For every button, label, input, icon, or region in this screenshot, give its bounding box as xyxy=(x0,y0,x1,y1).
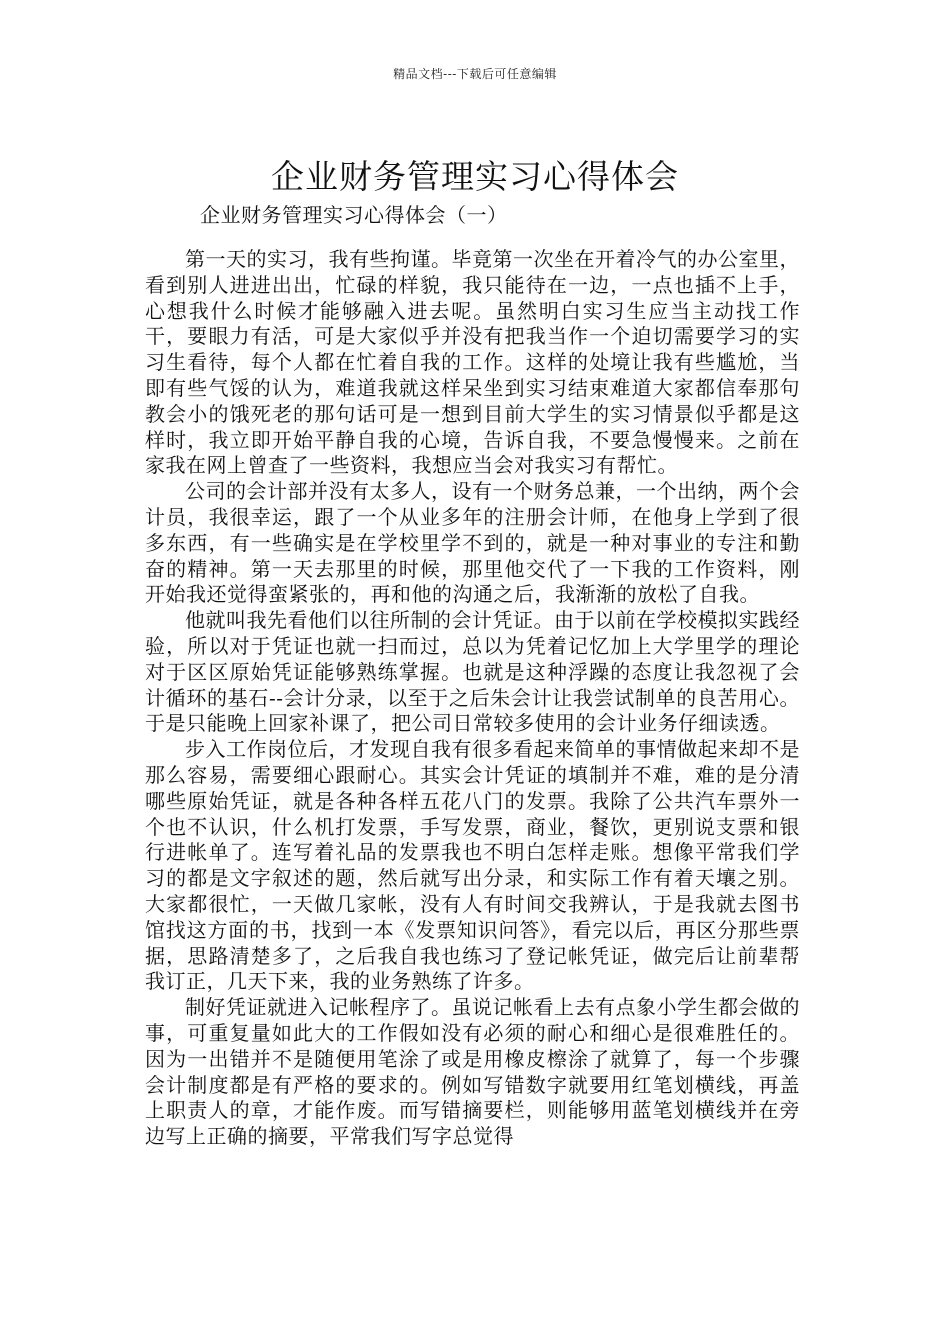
page-header: 精品文档---下载后可任意编辑 xyxy=(393,67,557,81)
paragraph: 制好凭证就进入记帐程序了。虽说记帐看上去有点象小学生都会做的事，可重复量如此大的工作假如没有必须的耐心和细心是很难胜任的。因为一出错并不是随便用笔涂了或是用橡皮檫涂了就算了，每一个步骤会计制度都是有严格的要求的。例如写错数字就要用红笔划横线，再盖上职责人的章，才能作废。而写错摘要栏，则能够用蓝笔划横线并在旁边写上正确的摘要，平常我们写字总觉得 xyxy=(145,995,800,1149)
document-body xyxy=(145,247,800,1150)
document-title: 企业财务管理实习心得体会 xyxy=(271,157,679,197)
paragraph: 他就叫我先看他们以往所制的会计凭证。由于以前在学校模拟实践经验，所以对于凭证也就一扫而过，总以为凭着记忆加上大学里学的理论对于区区原始凭证能够熟练掌握。也就是这种浮躁的态度让我忽视了会计循环的基石--会计分录，以至于之后朱会计让我尝试制单的良苦用心。于是只能晚上回家补课了，把公司日常较多使用的会计业务仔细读透。 xyxy=(145,608,800,736)
document-subtitle: 企业财务管理实习心得体会（一） xyxy=(200,203,508,227)
paragraph: 公司的会计部并没有太多人，设有一个财务总兼，一个出纳，两个会计员，我很幸运，跟了一个从业多年的注册会计师，在他身上学到了很多东西，有一些确实是在学校里学不到的，就是一种对事业的专注和勤奋的精神。第一天去那里的时候，那里他交代了一下我的工作资料，刚开始我还觉得蛮紧张的，再和他的沟通之后，我渐渐的放松了自我。 xyxy=(145,479,800,607)
paragraph: 步入工作岗位后，才发现自我有很多看起来简单的事情做起来却不是那么容易，需要细心跟耐心。其实会计凭证的填制并不难，难的是分清哪些原始凭证，就是各种各样五花八门的发票。我除了公共汽车票外一个也不认识，什么机打发票，手写发票，商业，餐饮，更别说支票和银行进帐单了。连写着礼品的发票我也不明白怎样走账。想像平常我们学习的都是文字叙述的题，然后就写出分录，和实际工作有着天壤之别。大家都很忙，一天做几家帐，没有人有时间交我辨认，于是我就去图书馆找这方面的书，找到一本《发票知识问答》，看完以后，再区分那些票据，思路清楚多了，之后我自我也练习了登记帐凭证，做完后让前辈帮我订正，几天下来，我的业务熟练了许多。 xyxy=(145,737,800,994)
paragraph: 第一天的实习，我有些拘谨。毕竟第一次坐在开着冷气的办公室里，看到别人进进出出，忙碌的样貌，我只能待在一边，一点也插不上手，心想我什么时候才能够融入进去呢。虽然明白实习生应当主动找工作干，要眼力有活，可是大家似乎并没有把我当作一个迫切需要学习的实习生看待，每个人都在忙着自我的工作。这样的处境让我有些尴尬，当即有些气馁的认为，难道我就这样呆坐到实习结束难道大家都信奉那句教会小的饿死老的那句话可是一想到目前大学生的实习情景似乎都是这样时，我立即开始平静自我的心境，告诉自我，不要急慢慢来。之前在家我在网上曾查了一些资料，我想应当会对我实习有帮忙。 xyxy=(145,247,800,478)
